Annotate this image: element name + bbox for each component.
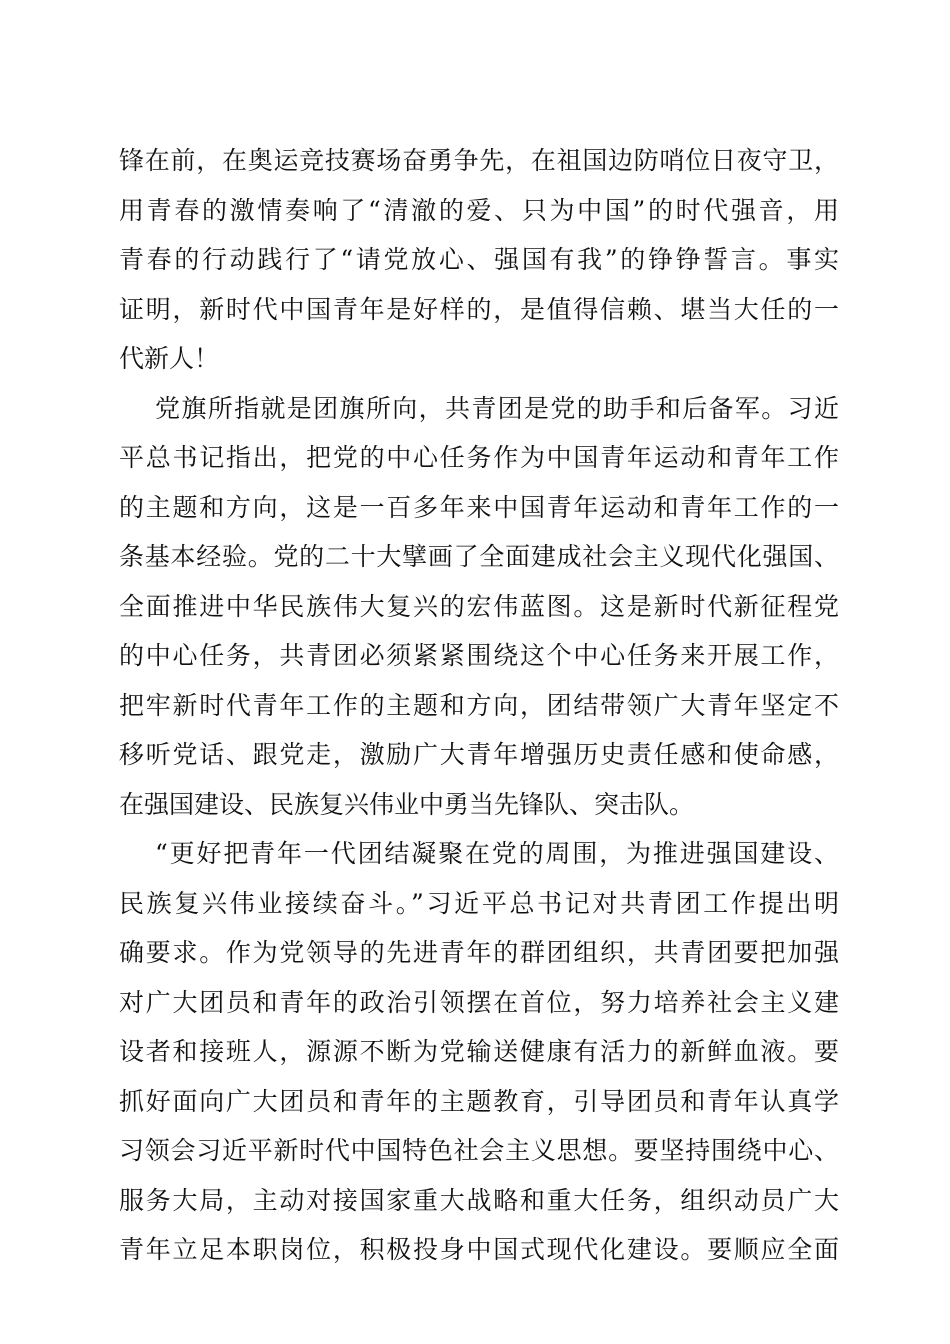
text-line: 党旗所指就是团旗所向，共青团是党的助手和后备军。习近 xyxy=(155,393,839,423)
text-line: 习领会习近平新时代中国特色社会主义思想。要坚持围绕中心、 xyxy=(119,1136,839,1165)
text-line: 移听党话、跟党走，激励广大青年增强历史责任感和使命感， xyxy=(119,740,839,769)
text-line: 确要求。作为党领导的先进青年的群团组织，共青团要把加强 xyxy=(119,938,839,967)
text-line: 青春的行动践行了“请党放心、强国有我”的铮铮誓言。事实 xyxy=(119,245,839,274)
text-line: 抓好面向广大团员和青年的主题教育，引导团员和青年认真学 xyxy=(119,1086,839,1116)
text-line: 平总书记指出，把党的中心任务作为中国青年运动和青年工作 xyxy=(119,443,839,472)
text-line: 服务大局，主动对接国家重大战略和重大任务，组织动员广大 xyxy=(119,1185,839,1215)
text-line: 民族复兴伟业接续奋斗。”习近平总书记对共青团工作提出明 xyxy=(119,888,839,918)
document-body xyxy=(119,136,839,1275)
text-line: 的主题和方向，这是一百多年来中国青年运动和青年工作的一 xyxy=(119,492,839,522)
text-line: “更好把青年一代团结凝聚在党的周围，为推进强国建设、 xyxy=(155,839,839,868)
text-line: 代新人！ xyxy=(119,344,220,373)
text-line: 对广大团员和青年的政治引领摆在首位，努力培养社会主义建 xyxy=(119,987,839,1017)
text-line: 设者和接班人，源源不断为党输送健康有活力的新鲜血液。要 xyxy=(119,1037,839,1066)
text-line: 证明，新时代中国青年是好样的，是值得信赖、堪当大任的一 xyxy=(119,294,839,324)
paragraph-2 xyxy=(119,384,839,830)
paragraph-3 xyxy=(119,829,839,1275)
text-line: 全面推进中华民族伟大复兴的宏伟蓝图。这是新时代新征程党 xyxy=(119,591,839,621)
text-line: 用青春的激情奏响了“清澈的爱、只为中国”的时代强音，用 xyxy=(119,195,839,225)
text-line: 青年立足本职岗位，积极投身中国式现代化建设。要顺应全面 xyxy=(119,1235,839,1264)
text-line: 条基本经验。党的二十大擘画了全面建成社会主义现代化强国、 xyxy=(119,542,839,571)
text-line: 锋在前，在奥运竞技赛场奋勇争先，在祖国边防哨位日夜守卫， xyxy=(119,146,839,175)
text-line: 在强国建设、民族复兴伟业中勇当先锋队、突击队。 xyxy=(119,789,695,819)
text-line: 的中心任务，共青团必须紧紧围绕这个中心任务来开展工作， xyxy=(119,641,839,670)
text-line: 把牢新时代青年工作的主题和方向，团结带领广大青年坚定不 xyxy=(119,690,839,720)
paragraph-1 xyxy=(119,136,839,384)
